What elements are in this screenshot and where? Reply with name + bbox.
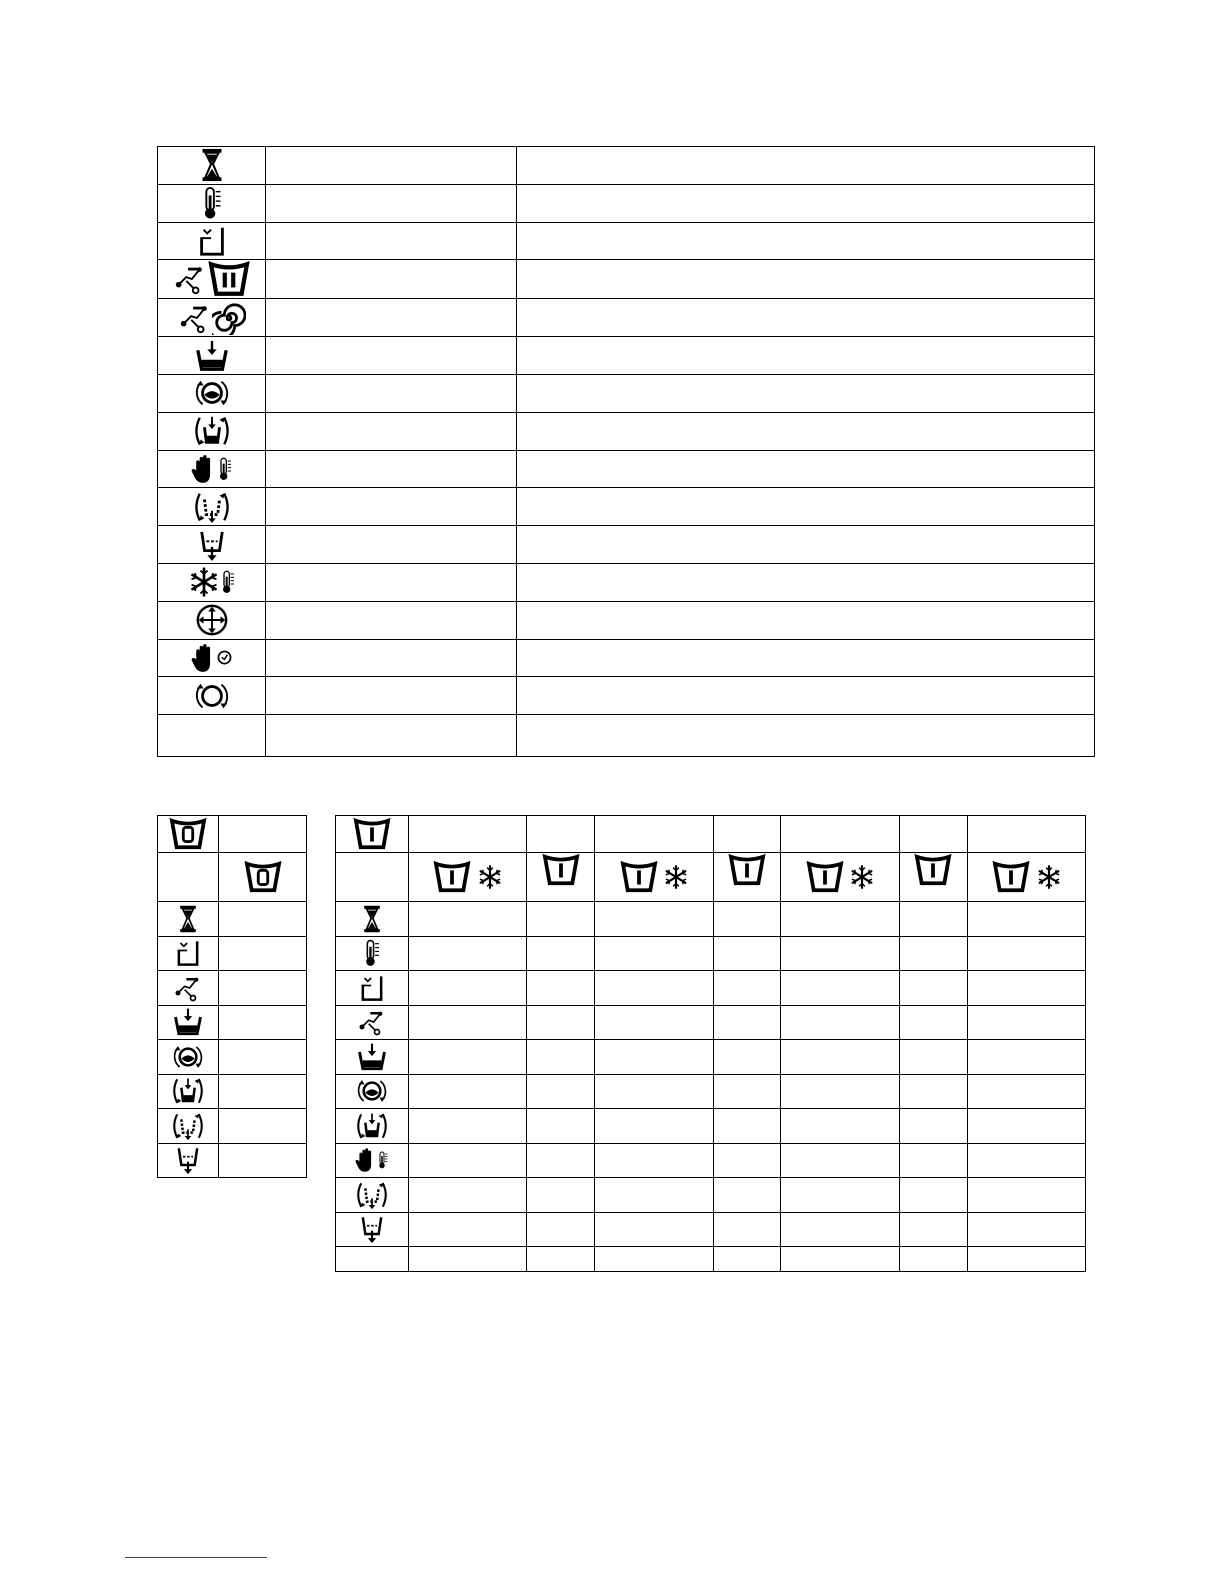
dosing-icon	[178, 301, 212, 335]
spiral-icon	[212, 301, 246, 335]
program-1-column-header	[899, 816, 967, 853]
thermometer-icon	[377, 1150, 389, 1170]
hourglass-icon	[178, 905, 198, 933]
legend-description	[517, 639, 1095, 677]
program-1-row	[336, 1247, 1086, 1272]
legend-label	[266, 299, 517, 337]
fill-rotate-icon	[190, 414, 234, 448]
legend-row-drum-rotation	[158, 374, 1095, 412]
circular-arrows-icon	[195, 679, 229, 713]
wash-tub-1-icon	[727, 853, 767, 887]
hand-icon	[191, 453, 217, 485]
drain-rotate-icon	[353, 1180, 391, 1210]
program-1-row	[336, 1040, 1086, 1075]
program-1-row	[336, 971, 1086, 1006]
thermometer-icon	[220, 569, 236, 595]
legend-row-four-arrows	[158, 601, 1095, 639]
dosing-icon	[173, 262, 207, 296]
drum-rotation-icon	[173, 1042, 203, 1072]
legend-row-hand-clock	[158, 639, 1095, 677]
program-1-column-header	[527, 816, 595, 853]
snowflake-icon	[849, 864, 875, 890]
drain-icon	[359, 1214, 385, 1244]
program-1-subheader-row	[336, 853, 1086, 902]
legend-label	[266, 222, 517, 260]
program-0-row	[158, 1040, 307, 1075]
footnote-separator	[125, 1557, 267, 1558]
thermometer-icon	[362, 939, 382, 967]
program-1-row	[336, 1074, 1086, 1109]
thermometer-icon	[217, 456, 233, 482]
program-1-column-header	[967, 816, 1085, 853]
legend-label	[266, 337, 517, 375]
legend-description	[517, 526, 1095, 564]
legend-description	[517, 184, 1095, 222]
hourglass-icon	[362, 905, 382, 933]
legend-label	[266, 412, 517, 450]
legend-row-water-level	[158, 222, 1095, 260]
legend-description	[517, 337, 1095, 375]
program-0-table	[157, 815, 307, 1178]
legend-label	[266, 260, 517, 299]
fill-rotate-icon	[353, 1111, 391, 1141]
fill-tub-icon	[173, 1007, 203, 1037]
program-1-column-header	[409, 816, 527, 853]
legend-description	[517, 299, 1095, 337]
legend-description	[517, 222, 1095, 260]
legend-row-drain-rotate	[158, 488, 1095, 526]
program-0-row	[158, 936, 307, 971]
program-1-table	[335, 815, 1086, 1272]
legend-description	[517, 374, 1095, 412]
legend-label	[266, 677, 517, 715]
legend-label	[266, 184, 517, 222]
dosing-icon	[173, 973, 203, 1003]
legend-row-temperature	[158, 184, 1095, 222]
wash-tub-1-icon	[541, 853, 581, 887]
wash-tub-0-icon	[168, 817, 208, 851]
legend-label	[266, 563, 517, 601]
legend-description	[517, 488, 1095, 526]
legend-label	[266, 488, 517, 526]
program-1-header-row	[336, 816, 1086, 853]
program-0-row	[158, 1005, 307, 1040]
program-1-row	[336, 1143, 1086, 1178]
snowflake-icon	[663, 864, 689, 890]
legend-description	[517, 260, 1095, 299]
legend-description	[517, 450, 1095, 488]
legend-description	[517, 677, 1095, 715]
legend-label	[266, 526, 517, 564]
clock-icon	[217, 650, 232, 665]
legend-description	[517, 412, 1095, 450]
legend-row-fill-rotate	[158, 412, 1095, 450]
legend-label	[266, 450, 517, 488]
water-level-icon	[175, 938, 201, 968]
legend-label	[266, 639, 517, 677]
legend-row-hourglass	[158, 147, 1095, 185]
legend-row-dosing-tub	[158, 260, 1095, 299]
drum-rotation-icon	[195, 376, 229, 410]
legend-description	[517, 601, 1095, 639]
legend-description	[517, 715, 1095, 757]
wash-tub-1-icon	[913, 853, 953, 887]
legend-label	[266, 147, 517, 185]
program-0-row	[158, 902, 307, 937]
legend-description	[517, 147, 1095, 185]
wash-tub-0-icon	[243, 860, 283, 894]
wash-tub-1-icon	[991, 860, 1031, 894]
wash-tub-1-icon	[352, 817, 392, 851]
fill-rotate-icon	[169, 1076, 207, 1106]
wash-tub-1-icon	[805, 860, 845, 894]
legend-row-hand-temperature	[158, 450, 1095, 488]
program-0-row	[158, 1109, 307, 1144]
water-level-icon	[197, 224, 227, 258]
program-1-column-header	[713, 816, 781, 853]
program-0-row	[158, 971, 307, 1006]
program-1-row	[336, 902, 1086, 937]
program-0-subheader-row	[158, 853, 307, 902]
snowflake-icon	[188, 566, 220, 598]
fill-tub-icon	[357, 1042, 387, 1072]
wash-tub-1-icon	[432, 860, 472, 894]
legend-label	[266, 715, 517, 757]
legend-row-dosing-spiral	[158, 299, 1095, 337]
snowflake-icon	[477, 864, 503, 890]
program-1-row	[336, 1212, 1086, 1247]
snowflake-icon	[1036, 864, 1062, 890]
fill-tub-icon	[195, 339, 229, 373]
program-0-row	[158, 1074, 307, 1109]
program-1-row	[336, 1005, 1086, 1040]
water-level-icon	[359, 973, 385, 1003]
legend-row-cold-temperature	[158, 563, 1095, 601]
program-1-row	[336, 1178, 1086, 1213]
legend-row-fill	[158, 337, 1095, 375]
symbol-legend-table	[157, 146, 1095, 757]
drain-icon	[175, 1145, 201, 1175]
dosing-icon	[357, 1007, 387, 1037]
drain-rotate-icon	[190, 490, 234, 524]
legend-description	[517, 563, 1095, 601]
program-1-row	[336, 936, 1086, 971]
legend-row-circular-arrows	[158, 677, 1095, 715]
wash-tub-2-icon	[207, 260, 251, 298]
wash-tub-1-icon	[619, 860, 659, 894]
hand-icon	[355, 1146, 377, 1174]
drain-rotate-icon	[169, 1111, 207, 1141]
four-arrows-circle-icon	[195, 603, 229, 637]
program-1-row	[336, 1109, 1086, 1144]
legend-label	[266, 374, 517, 412]
drain-icon	[198, 528, 226, 562]
program-0-header-row	[158, 816, 307, 853]
program-0-row	[158, 1143, 307, 1178]
program-1-column-header	[781, 816, 899, 853]
legend-row-empty	[158, 715, 1095, 757]
drum-rotation-icon	[357, 1076, 387, 1106]
hand-icon	[191, 642, 217, 674]
thermometer-icon	[200, 186, 224, 220]
legend-label	[266, 601, 517, 639]
hourglass-icon	[200, 148, 224, 182]
legend-row-drain	[158, 526, 1095, 564]
program-1-column-header	[595, 816, 713, 853]
